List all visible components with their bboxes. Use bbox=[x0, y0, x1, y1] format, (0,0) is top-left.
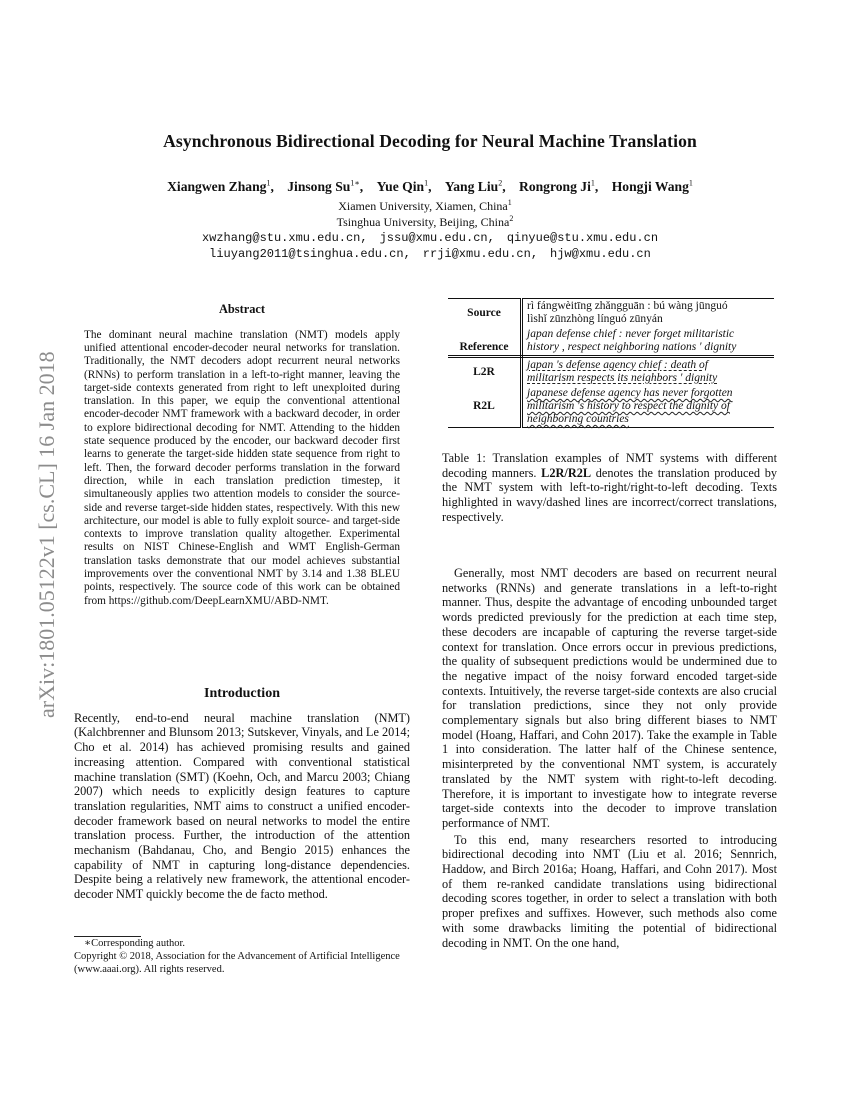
row-text: japan 's defense agency chief : death of militarism respects its neighbors ' dignity bbox=[527, 359, 718, 384]
introduction-heading: Introduction bbox=[204, 686, 280, 701]
email[interactable]: rrji@xmu.edu.cn, bbox=[422, 247, 539, 261]
abstract-heading: Abstract bbox=[218, 302, 266, 316]
intro-paragraph: Recently, end-to-end neural machine translation (NMT) (Kalchbrenner and Blunsom 2013; Sutskever, Vinyals, and Le 2014; Cho et al. 2014) has achieved promising results and gained increasing attention. Compared with conventional statistical machine translation (SMT) (Koehn, Och, and Marcu 2003; Chiang 2007) which needs to explicitly design features to capture translation regularities, NMT aims to construct a unified encoder-decoder framework based on neural networks to model the entire translation process. Further, the introduction of the attention mechanism (Bahdanau, Cho, and Bengio 2015) enhances the capability of NMT in capturing long-distance dependencies. Despite being a relatively new framework, the attentional encoder-decoder NMT quickly become the de facto method. bbox=[74, 710, 410, 902]
author: Yue Qin$^1$, bbox=[376, 178, 432, 194]
right-body bbox=[442, 566, 777, 950]
author-list bbox=[80, 178, 780, 195]
footnote-rule bbox=[74, 936, 141, 937]
affiliation: Xiamen University, Xiamen, China$^1$ bbox=[338, 198, 512, 213]
abstract-section bbox=[74, 302, 410, 608]
row-label: Source bbox=[448, 299, 522, 328]
table-row bbox=[448, 299, 774, 328]
footnote bbox=[74, 938, 410, 976]
email-line bbox=[80, 231, 780, 245]
abstract-text: The dominant neural machine translation (NMT) models apply unified attentional encoder-decoder neural networks for translation. Traditionally, the NMT decoders adopt recurrent neural networks (RNNs) to perform translation in a left-to-right manner, leaving the target-side contexts generated from right to left unexploited during translation. In this paper, we equip the conventional attentional encoder-decoder NMT framework with a backward decoder, in order to explore bidirectional decoding for NMT. Attending to the hidden state sequence produced by the encoder, our backward decoder first learns to generate the target-side hidden state sequence from right to left. Then, the forward decoder performs translation in the forward direction, while in each translation prediction timestep, it simultaneously applies two attention models to consider the source-side and reverse target-side hidden states, respectively. With this new architecture, our model is able to fully exploit source- and target-side contexts to improve translation quality altogether. Experimental results on NIST Chinese-English and WMT English-German translation tasks demonstrate that our model achieves substantial improvements over the conventional NMT by 3.14 and 1.38 BLEU points, respectively. The source code of this work can be obtained from https://github.com/DeepLearnXMU/ABD-NMT. bbox=[84, 328, 400, 607]
paper-title: Asynchronous Bidirectional Decoding for Neural Machine Translation bbox=[163, 131, 697, 151]
table-row bbox=[448, 327, 774, 357]
table-row bbox=[448, 386, 774, 428]
copyright-note: Copyright © 2018, Association for the Advancement of Artificial Intelligence (www.aaai.org). All rights reserved. bbox=[74, 950, 400, 975]
row-label: L2R bbox=[448, 357, 522, 387]
email[interactable]: liuyang2011@tsinghua.edu.cn, bbox=[209, 247, 411, 261]
row-text: japanese defense agency has never forgotten militarism 's history to respect the dignity of neighboring countries bbox=[522, 386, 775, 428]
email[interactable]: qinyue@stu.xmu.edu.cn bbox=[506, 231, 659, 245]
row-text: rì fángwèitīng zhǎngguān : bú wàng jūnguó lìshǐ zūnzhòng línguó zūnyán bbox=[522, 299, 775, 328]
row-text: japan defense chief : never forget militaristic history , respect neighboring nations ' dignity bbox=[522, 327, 775, 357]
body-paragraph: To this end, many researchers resorted to introducing bidirectional decoding into NMT (Liu et al. 2016; Sennrich, Haddow, and Birch 2016a; Hoang, Haffari, and Cohn 2017). Most of them re-ranked candidate translations using bidirectional decoding scores together, in order to select a translation with both proper prefixes and suffixes. However, such methods also come with some drawbacks limiting the potential of bidirectional decoding in NMT. On the one hand, bbox=[442, 832, 777, 950]
row-label: R2L bbox=[448, 386, 522, 428]
introduction-section bbox=[74, 687, 410, 902]
table-caption: Table 1: Translation examples of NMT systems with different decoding manners. L2R/R2L denotes the translation produced by the NMT system with left-to-right/right-to-left decoding. Texts highlighted in wavy/dashed lines are incorrect/correct translations, respectively. bbox=[442, 451, 778, 524]
row-label: Reference bbox=[448, 327, 522, 357]
caption-bold-term: L2R/R2L bbox=[541, 465, 592, 480]
email[interactable]: hjw@xmu.edu.cn bbox=[550, 247, 651, 261]
author: Jinsong $Su^{1∗}$, bbox=[287, 178, 364, 194]
corresponding-note: ∗Corresponding author. bbox=[84, 938, 186, 949]
email-line bbox=[80, 247, 780, 261]
body-paragraph: Generally, most NMT decoders are based on recurrent neural networks (RNNs) and generate translations in a left-to-right manner. Thus, despite the advantage of encoding unbounded target words predicted previously for the prediction at each time step, these decoders are incapable of capturing the reverse target-side context for translation. Once errors occur in previous predictions, the quality of subsequent predictions would be undermined due to the negative impact of the noisy forward encoded target-side contexts. Intuitively, the reverse target-side contexts are also crucial for translation predictions, since they not only provide complementary signals but also bring different biases to NMT model (Hoang, Haffari, and Cohn 2017). Take the example in Table 1 into consideration. The latter half of the Chinese sentence, misinterpreted by the conventional NMT system, is accurately translated by the NMT system with right-to-left decoding. Therefore, it is important to investigate how to integrate reverse target-side contexts into the decoder to improve translation performance of NMT. bbox=[442, 566, 777, 830]
author: Xiangwen Zhang$^1$, bbox=[167, 178, 274, 194]
email[interactable]: jssu@xmu.edu.cn, bbox=[379, 231, 495, 245]
table-row bbox=[448, 357, 774, 387]
author: Rongrong Ji$^1$, bbox=[519, 178, 599, 194]
author: Hongji Wang$^1$ bbox=[611, 178, 693, 194]
affiliation: Tsinghua University, Beijing, China$^2$ bbox=[336, 214, 514, 229]
email[interactable]: xwzhang@stu.xmu.edu.cn, bbox=[201, 231, 368, 245]
translation-table bbox=[448, 298, 774, 428]
author: Yang Liu$^2$, bbox=[444, 178, 506, 194]
arxiv-stamp: arXiv:1801.05122v1 [cs.CL] 16 Jan 2018 bbox=[34, 351, 59, 719]
